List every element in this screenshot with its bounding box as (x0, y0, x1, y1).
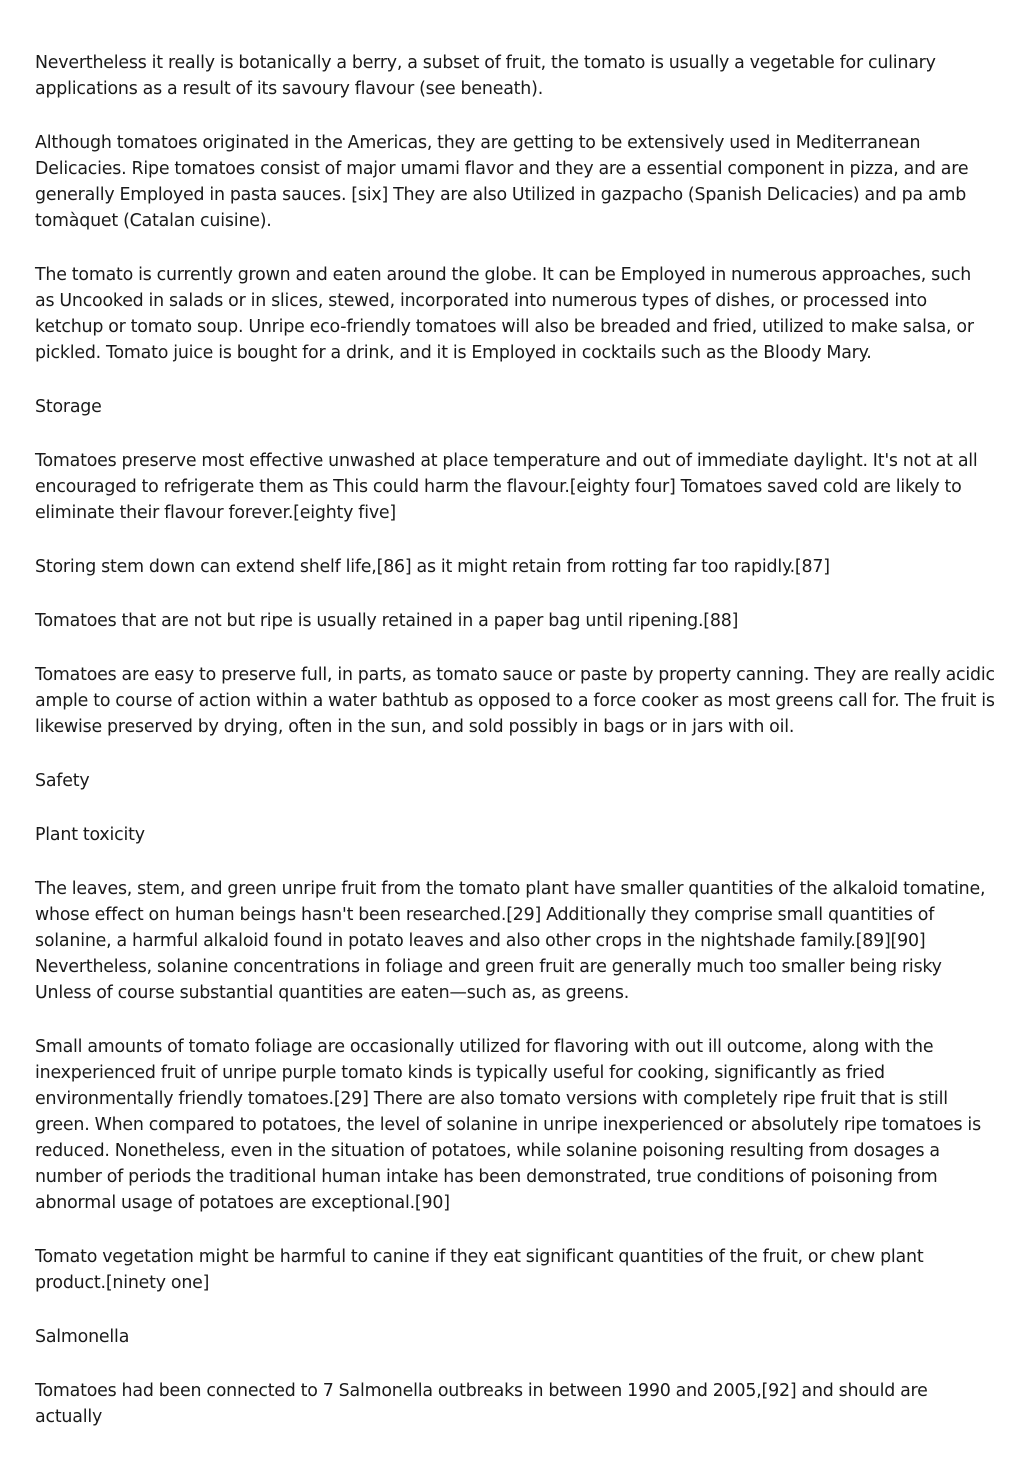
paragraph-canine: Tomato vegetation might be harmful to canine if they eat significant quantities of the fruit, or chew plant product.[ninety one] (35, 1247, 924, 1293)
paragraph-tomatine: The leaves, stem, and green unripe fruit from the tomato plant have smaller quantities of the alkaloid tomatine, whose effect on human beings hasn't been researched.[29] Additionally they comprise small quantities of solanine, a harmful alkaloid found in potato leaves and also other crops in the nightshade family.[89][90] Nevertheless, solanine concentrations in foliage and green fruit are generally much too smaller being risky Unless of course substantial quantities are eaten—such as, as greens. (35, 879, 986, 1003)
paragraph-global-use: The tomato is currently grown and eaten around the globe. It can be Employed in numerous approaches, such as Uncooked in salads or in slices, stewed, incorporated into numerous types of dishes, or processed into ketchup or tomato soup. Unripe eco-friendly tomatoes will also be breaded and fried, utilized to make salsa, or pickled. Tomato juice is bought for a drink, and it is Employed in cocktails such as the Bloody Mary. (35, 265, 974, 363)
document-body (35, 50, 995, 1458)
paragraph-paper-bag: Tomatoes that are not but ripe is usually retained in a paper bag until ripening.[88] (35, 611, 739, 631)
heading-plant-toxicity: Plant toxicity (35, 825, 145, 845)
paragraph-salmonella-outbreaks: Tomatoes had been connected to 7 Salmonella outbreaks in between 1990 and 2005,[92] and should are actually (35, 1381, 928, 1427)
paragraph-storage-temperature: Tomatoes preserve most effective unwashed at place temperature and out of immediate daylight. It's not at all encouraged to refrigerate them as This could harm the flavour.[eighty four] Tomatoes saved cold are likely to eliminate their flavour forever.[eighty five] (35, 451, 978, 523)
paragraph-solanine: Small amounts of tomato foliage are occasionally utilized for flavoring with out ill outcome, along with the inexperienced fruit of unripe purple tomato kinds is typically useful for cooking, significantly as fried environmentally friendly tomatoes.[29] There are also tomato versions with completely ripe fruit that is still green. When compared to potatoes, the level of solanine in unripe inexperienced or absolutely ripe tomatoes is reduced. Nonetheless, even in the situation of potatoes, while solanine poisoning resulting from dosages a number of periods the traditional human intake has been demonstrated, true conditions of poisoning from abnormal usage of potatoes are exceptional.[90] (35, 1037, 981, 1213)
heading-safety: Safety (35, 771, 90, 791)
heading-storage: Storage (35, 397, 102, 417)
paragraph-mediterranean-use: Although tomatoes originated in the Americas, they are getting to be extensively used in Mediterranean Delicacies. Ripe tomatoes consist of major umami flavor and they are a essential component in pizza, and are generally Employed in pasta sauces. [six] They are also Utilized in gazpacho (Spanish Delicacies) and pa amb tomàquet (Catalan cuisine). (35, 133, 969, 231)
heading-salmonella: Salmonella (35, 1327, 130, 1347)
paragraph-stem-down: Storing stem down can extend shelf life,[86] as it might retain from rotting far too rapidly.[87] (35, 557, 830, 577)
paragraph-botanical-berry: Nevertheless it really is botanically a berry, a subset of fruit, the tomato is usually a vegetable for culinary applications as a result of its savoury flavour (see beneath). (35, 53, 936, 99)
paragraph-canning: Tomatoes are easy to preserve full, in parts, as tomato sauce or paste by property canning. They are really acidic ample to course of action within a water bathtub as opposed to a force cooker as most greens call for. The fruit is likewise preserved by drying, often in the sun, and sold possibly in bags or in jars with oil. (35, 665, 995, 737)
